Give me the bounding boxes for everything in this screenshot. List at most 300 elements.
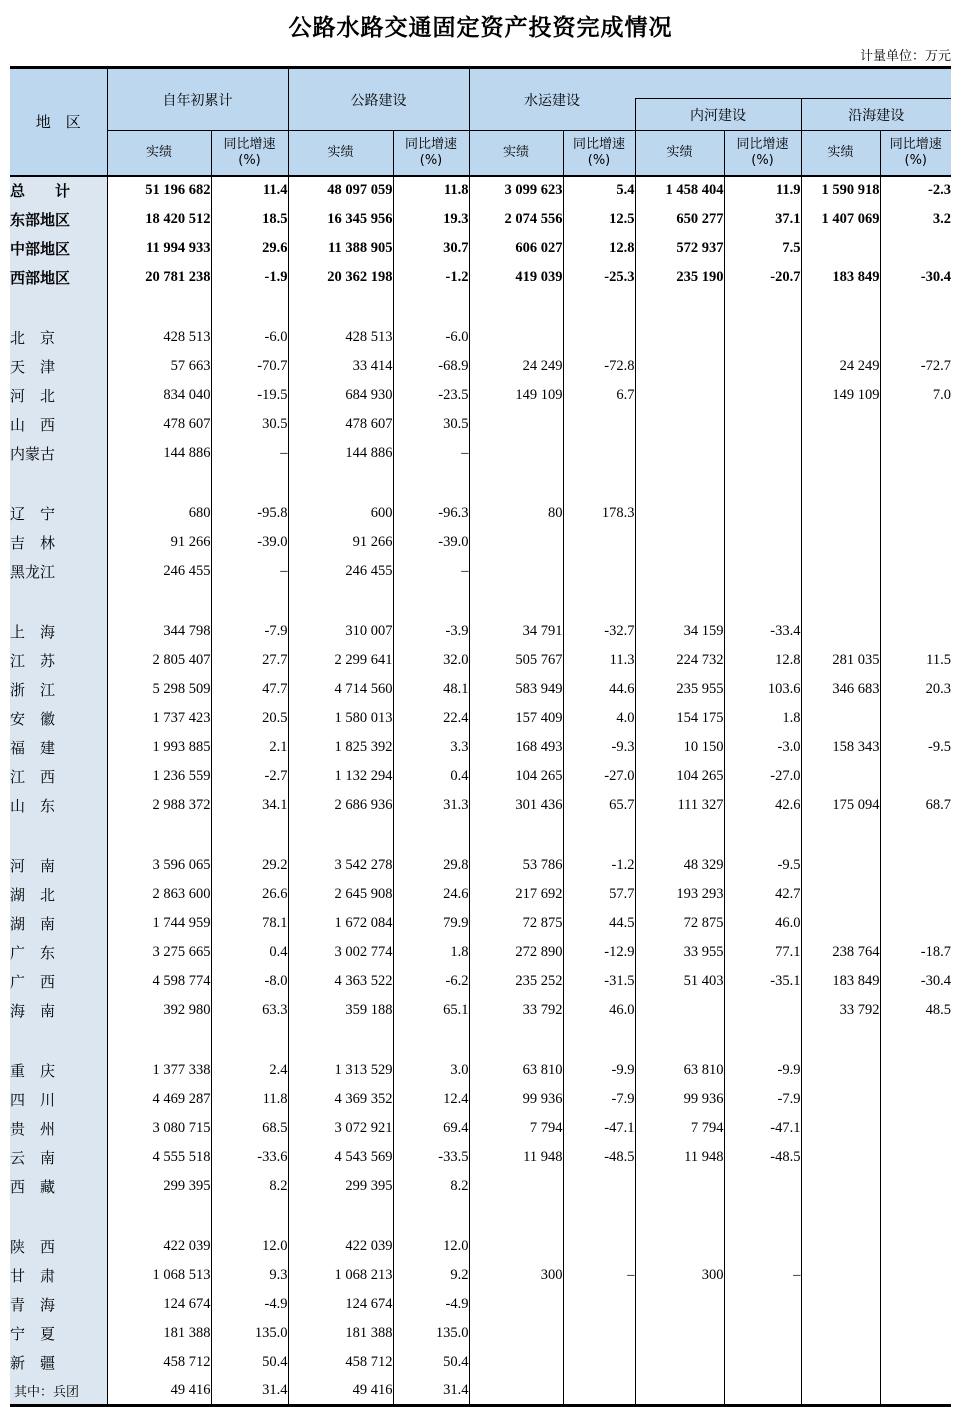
value-cell: -68.9	[393, 352, 469, 381]
value-cell	[724, 528, 801, 557]
value-cell: -31.5	[563, 967, 635, 996]
value-cell	[880, 1319, 951, 1348]
value-cell	[801, 468, 880, 499]
value-cell: -25.3	[563, 263, 635, 292]
table-row	[10, 1232, 951, 1261]
value-cell	[469, 820, 563, 851]
value-cell	[724, 1201, 801, 1232]
value-cell	[801, 762, 880, 791]
value-cell: 4 555 518	[107, 1143, 211, 1172]
table-row	[10, 704, 951, 733]
value-cell: -20.7	[724, 263, 801, 292]
value-cell: 33 955	[635, 938, 724, 967]
value-cell	[107, 292, 211, 323]
value-cell	[880, 704, 951, 733]
value-cell	[563, 1290, 635, 1319]
value-cell: 4 714 560	[288, 675, 393, 704]
value-cell: 18 420 512	[107, 205, 211, 234]
subheader-growth: 同比增速 (%)	[880, 131, 951, 176]
value-cell	[880, 1290, 951, 1319]
subheader-actual: 实绩	[288, 131, 393, 176]
value-cell	[724, 1025, 801, 1056]
value-cell: 3 080 715	[107, 1114, 211, 1143]
region-cell: 内蒙古	[10, 439, 107, 468]
table-row	[10, 205, 951, 234]
table-row	[10, 675, 951, 704]
region-cell: 河 北	[10, 381, 107, 410]
region-cell: 山 西	[10, 410, 107, 439]
value-cell: 26.6	[211, 880, 288, 909]
subheader-actual: 实绩	[107, 131, 211, 176]
value-cell: 246 455	[107, 557, 211, 586]
value-cell: 20 781 238	[107, 263, 211, 292]
value-cell: -12.9	[563, 938, 635, 967]
value-cell	[211, 1201, 288, 1232]
value-cell: 158 343	[801, 733, 880, 762]
value-cell	[635, 1290, 724, 1319]
value-cell	[880, 1085, 951, 1114]
value-cell	[724, 586, 801, 617]
value-cell	[801, 1114, 880, 1143]
value-cell	[393, 468, 469, 499]
value-cell	[469, 468, 563, 499]
value-cell: 3.3	[393, 733, 469, 762]
table-row	[10, 1290, 951, 1319]
table-row	[10, 1319, 951, 1348]
value-cell	[563, 528, 635, 557]
value-cell: 1 672 084	[288, 909, 393, 938]
value-cell: 8.2	[393, 1172, 469, 1201]
value-cell: -23.5	[393, 381, 469, 410]
value-cell: 2 299 641	[288, 646, 393, 675]
value-cell: -72.7	[920, 357, 951, 374]
value-cell: 8.2	[211, 1172, 288, 1201]
region-cell: 福 建	[10, 733, 107, 762]
value-cell: 1 313 529	[288, 1056, 393, 1085]
region-cell: 四 川	[10, 1085, 107, 1114]
value-cell: 42.7	[724, 880, 801, 909]
value-cell: 1 580 013	[288, 704, 393, 733]
value-cell	[724, 996, 801, 1025]
value-cell	[288, 468, 393, 499]
value-cell: 3 002 774	[288, 938, 393, 967]
table-row	[10, 880, 951, 909]
region-header-cell: 地 区	[10, 68, 107, 176]
value-cell: 300	[635, 1261, 724, 1290]
value-cell	[393, 1201, 469, 1232]
value-cell: -2.7	[211, 762, 288, 791]
value-cell: -18.7	[920, 943, 951, 960]
value-cell: 4 369 352	[288, 1085, 393, 1114]
value-cell: -7.9	[563, 1085, 635, 1114]
region-cell: 广 西	[10, 967, 107, 996]
value-cell: 7.5	[724, 234, 801, 263]
table-row	[10, 1114, 951, 1143]
value-cell: 44.5	[563, 909, 635, 938]
region-cell: 总 计	[10, 176, 107, 205]
value-cell: 422 039	[288, 1232, 393, 1261]
value-cell: 49 416	[288, 1377, 393, 1406]
value-cell: 65.1	[393, 996, 469, 1025]
value-cell: 24.6	[393, 880, 469, 909]
value-cell: 135.0	[393, 1319, 469, 1348]
value-cell: 27.7	[211, 646, 288, 675]
value-cell	[880, 528, 951, 557]
value-cell	[724, 381, 801, 410]
value-cell	[801, 1348, 880, 1377]
value-cell: 680	[107, 499, 211, 528]
value-cell	[107, 468, 211, 499]
value-cell: 104 265	[635, 762, 724, 791]
value-cell: 11 948	[635, 1143, 724, 1172]
value-cell	[635, 1377, 724, 1406]
value-cell: 478 607	[107, 410, 211, 439]
value-cell: 46.0	[563, 996, 635, 1025]
value-cell: –	[393, 557, 469, 586]
value-cell: 42.6	[724, 791, 801, 820]
value-cell: 135.0	[211, 1319, 288, 1348]
region-cell	[10, 292, 107, 323]
region-cell: 西 藏	[10, 1172, 107, 1201]
region-cell	[10, 586, 107, 617]
value-cell: -70.7	[211, 352, 288, 381]
value-cell: 48.1	[393, 675, 469, 704]
value-cell	[635, 323, 724, 352]
value-cell: 29.6	[211, 234, 288, 263]
region-cell: 上 海	[10, 617, 107, 646]
value-cell: 359 188	[288, 996, 393, 1025]
value-cell: -27.0	[724, 762, 801, 791]
value-cell	[563, 1232, 635, 1261]
table-row	[10, 499, 951, 528]
value-cell: 144 886	[288, 439, 393, 468]
value-cell	[288, 292, 393, 323]
value-cell: -6.0	[393, 323, 469, 352]
value-cell: 1 590 918	[801, 176, 880, 205]
value-cell: 29.2	[211, 851, 288, 880]
value-cell: -7.9	[211, 617, 288, 646]
value-cell: 149 109	[801, 381, 880, 410]
value-cell	[801, 1290, 880, 1319]
region-cell: 黑龙江	[10, 557, 107, 586]
value-cell: 77.1	[724, 938, 801, 967]
value-cell: 53 786	[469, 851, 563, 880]
value-cell	[801, 499, 880, 528]
value-cell: 57.7	[563, 880, 635, 909]
table-row	[10, 410, 951, 439]
waterway-header-spacer	[635, 68, 951, 99]
value-cell: 12.4	[393, 1085, 469, 1114]
value-cell	[801, 820, 880, 851]
value-cell	[880, 292, 951, 323]
value-cell	[469, 1232, 563, 1261]
value-cell: 29.8	[393, 851, 469, 880]
value-cell: 31.4	[393, 1377, 469, 1406]
region-cell	[10, 820, 107, 851]
value-cell: 224 732	[635, 646, 724, 675]
value-cell: -30.4	[920, 268, 951, 285]
value-cell: 3 542 278	[288, 851, 393, 880]
value-cell	[880, 880, 951, 909]
value-cell	[801, 1085, 880, 1114]
value-cell	[469, 557, 563, 586]
value-cell: 144 886	[107, 439, 211, 468]
value-cell	[880, 1114, 951, 1143]
value-cell: 2 863 600	[107, 880, 211, 909]
value-cell	[469, 439, 563, 468]
subheader-growth: 同比增速 (%)	[563, 131, 635, 176]
value-cell: 11.5	[926, 651, 951, 668]
value-cell: 419 039	[469, 263, 563, 292]
value-cell: 31.4	[211, 1377, 288, 1406]
value-cell: –	[393, 439, 469, 468]
value-cell: 3 099 623	[469, 176, 563, 205]
value-cell: 24 249	[469, 352, 563, 381]
value-cell: 9.3	[211, 1261, 288, 1290]
separator-row	[10, 586, 951, 617]
value-cell	[880, 468, 951, 499]
value-cell	[801, 234, 880, 263]
value-cell: 422 039	[107, 1232, 211, 1261]
value-cell: 181 388	[288, 1319, 393, 1348]
subheader-actual: 实绩	[635, 131, 724, 176]
value-cell	[724, 1377, 801, 1406]
value-cell: 1 458 404	[635, 176, 724, 205]
value-cell: 1 993 885	[107, 733, 211, 762]
value-cell	[469, 1377, 563, 1406]
value-cell: 78.1	[211, 909, 288, 938]
value-cell: 301 436	[469, 791, 563, 820]
value-cell: 18.5	[211, 205, 288, 234]
value-cell: -9.9	[563, 1056, 635, 1085]
value-cell: 47.7	[211, 675, 288, 704]
value-cell	[635, 410, 724, 439]
value-cell	[288, 586, 393, 617]
value-cell: -9.5	[928, 738, 951, 755]
value-cell: 4.0	[563, 704, 635, 733]
value-cell: 1.8	[724, 704, 801, 733]
value-cell	[880, 1348, 951, 1377]
value-cell: 2 686 936	[288, 791, 393, 820]
value-cell: 458 712	[107, 1348, 211, 1377]
value-cell: 157 409	[469, 704, 563, 733]
subheader-growth: 同比增速 (%)	[724, 131, 801, 176]
value-cell: 11.8	[211, 1085, 288, 1114]
value-cell: 48 097 059	[288, 176, 393, 205]
value-cell	[469, 1025, 563, 1056]
table-row	[10, 617, 951, 646]
value-cell	[801, 1377, 880, 1406]
value-cell	[469, 1348, 563, 1377]
value-cell	[724, 439, 801, 468]
value-cell	[724, 1232, 801, 1261]
value-cell: -33.5	[393, 1143, 469, 1172]
table-row	[10, 909, 951, 938]
separator-row	[10, 292, 951, 323]
region-cell: 山 东	[10, 791, 107, 820]
value-cell: 1 744 959	[107, 909, 211, 938]
value-cell: -6.0	[211, 323, 288, 352]
subheader-growth: 同比增速 (%)	[393, 131, 469, 176]
value-cell	[801, 1201, 880, 1232]
table-row	[10, 791, 951, 820]
value-cell: –	[724, 1261, 801, 1290]
value-cell: -7.9	[724, 1085, 801, 1114]
value-cell: 72 875	[635, 909, 724, 938]
value-cell	[635, 468, 724, 499]
value-cell: 2.4	[211, 1056, 288, 1085]
value-cell: 124 674	[107, 1290, 211, 1319]
value-cell: 34 791	[469, 617, 563, 646]
value-cell: 1 407 069	[801, 205, 880, 234]
table-row	[10, 646, 951, 675]
value-cell: 4 469 287	[107, 1085, 211, 1114]
value-cell	[724, 557, 801, 586]
value-cell: 238 764	[801, 938, 880, 967]
value-cell	[469, 1319, 563, 1348]
value-cell: 51 403	[635, 967, 724, 996]
value-cell: –	[211, 439, 288, 468]
value-cell: 19.3	[393, 205, 469, 234]
region-cell: 贵 州	[10, 1114, 107, 1143]
value-cell: –	[563, 1261, 635, 1290]
value-cell	[880, 586, 951, 617]
value-cell: 175 094	[801, 791, 880, 820]
value-cell: 600	[288, 499, 393, 528]
value-cell: -3.9	[393, 617, 469, 646]
value-cell: 299 395	[107, 1172, 211, 1201]
table-header	[10, 68, 951, 176]
value-cell: -47.1	[563, 1114, 635, 1143]
value-cell	[801, 528, 880, 557]
header-coastal: 沿海建设	[801, 99, 951, 131]
table-row	[10, 967, 951, 996]
value-cell	[107, 1201, 211, 1232]
value-cell: 3.2	[932, 210, 951, 227]
table-row	[10, 1261, 951, 1290]
value-cell	[563, 1319, 635, 1348]
subheader-growth: 同比增速 (%)	[211, 131, 288, 176]
value-cell: 37.1	[724, 205, 801, 234]
value-cell: 572 937	[635, 234, 724, 263]
region-cell: 广 东	[10, 938, 107, 967]
value-cell: 2 805 407	[107, 646, 211, 675]
region-cell: 青 海	[10, 1290, 107, 1319]
value-cell: 0.4	[211, 938, 288, 967]
value-cell	[880, 1172, 951, 1201]
value-cell: 48 329	[635, 851, 724, 880]
value-cell	[880, 1143, 951, 1172]
value-cell: 1 132 294	[288, 762, 393, 791]
value-cell: 32.0	[393, 646, 469, 675]
value-cell	[107, 1025, 211, 1056]
region-cell: 湖 南	[10, 909, 107, 938]
value-cell	[469, 1172, 563, 1201]
value-cell	[880, 762, 951, 791]
value-cell: 583 949	[469, 675, 563, 704]
value-cell: 30.5	[393, 410, 469, 439]
value-cell	[563, 292, 635, 323]
value-cell	[801, 880, 880, 909]
value-cell: 1 377 338	[107, 1056, 211, 1085]
value-cell: 684 930	[288, 381, 393, 410]
value-cell	[288, 1025, 393, 1056]
value-cell	[880, 323, 951, 352]
value-cell: 104 265	[469, 762, 563, 791]
value-cell: -1.2	[393, 263, 469, 292]
value-cell: 3.0	[393, 1056, 469, 1085]
value-cell	[563, 1348, 635, 1377]
value-cell: -30.4	[920, 972, 951, 989]
value-cell: 606 027	[469, 234, 563, 263]
value-cell: 281 035	[801, 646, 880, 675]
value-cell: 2 645 908	[288, 880, 393, 909]
value-cell	[563, 1025, 635, 1056]
value-cell	[724, 499, 801, 528]
value-cell	[107, 586, 211, 617]
separator-row	[10, 1025, 951, 1056]
value-cell	[563, 410, 635, 439]
value-cell	[635, 996, 724, 1025]
value-cell: 235 955	[635, 675, 724, 704]
value-cell: 63 810	[469, 1056, 563, 1085]
value-cell	[393, 1025, 469, 1056]
value-cell: 2.1	[211, 733, 288, 762]
value-cell	[801, 323, 880, 352]
value-cell: 4 543 569	[288, 1143, 393, 1172]
value-cell: 650 277	[635, 205, 724, 234]
value-cell: 103.6	[724, 675, 801, 704]
value-cell	[288, 1201, 393, 1232]
region-cell	[10, 1201, 107, 1232]
value-cell: 272 890	[469, 938, 563, 967]
table-row	[10, 733, 951, 762]
value-cell	[801, 1319, 880, 1348]
value-cell	[880, 1261, 951, 1290]
value-cell	[563, 323, 635, 352]
value-cell	[880, 820, 951, 851]
table-row	[10, 234, 951, 263]
value-cell: 834 040	[107, 381, 211, 410]
value-cell: 31.3	[393, 791, 469, 820]
value-cell	[724, 1348, 801, 1377]
value-cell: 11.9	[724, 176, 801, 205]
value-cell: -35.1	[724, 967, 801, 996]
value-cell: 3 275 665	[107, 938, 211, 967]
value-cell: 20.3	[925, 680, 951, 697]
value-cell	[801, 1172, 880, 1201]
value-cell	[211, 468, 288, 499]
value-cell: -3.0	[724, 733, 801, 762]
table-row	[10, 1172, 951, 1201]
value-cell: 72 875	[469, 909, 563, 938]
value-cell: -9.9	[724, 1056, 801, 1085]
region-cell: 西部地区	[10, 263, 107, 292]
value-cell	[880, 499, 951, 528]
value-cell: 111 327	[635, 791, 724, 820]
value-cell: -27.0	[563, 762, 635, 791]
value-cell: -1.2	[563, 851, 635, 880]
value-cell: 246 455	[288, 557, 393, 586]
region-cell: 天 津	[10, 352, 107, 381]
value-cell	[635, 528, 724, 557]
value-cell: 310 007	[288, 617, 393, 646]
value-cell	[801, 586, 880, 617]
region-cell: 陕 西	[10, 1232, 107, 1261]
value-cell: 1 236 559	[107, 762, 211, 791]
value-cell: 46.0	[724, 909, 801, 938]
region-cell: 海 南	[10, 996, 107, 1025]
